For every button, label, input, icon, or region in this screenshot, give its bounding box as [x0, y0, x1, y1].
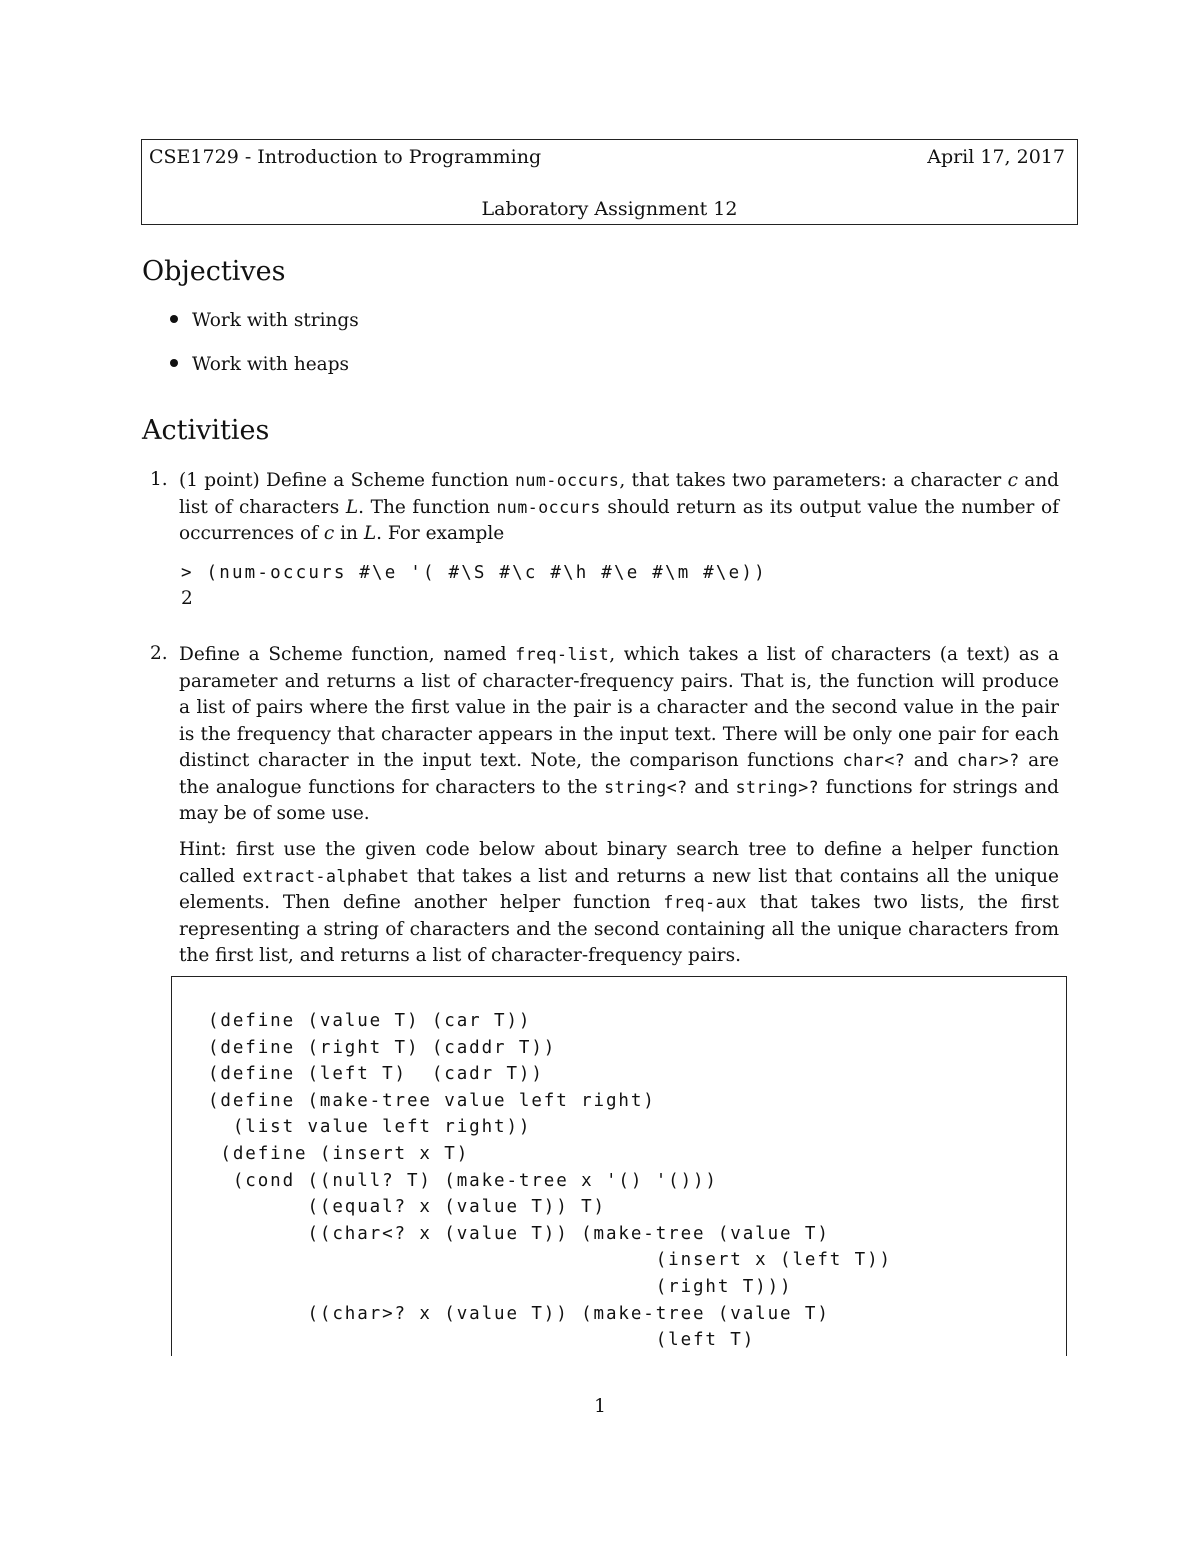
objectives-heading: Objectives	[142, 256, 286, 287]
bullet-icon	[170, 359, 178, 367]
assignment-date: April 17, 2017	[927, 146, 1065, 168]
code-line: (define (right T) (caddr T))	[208, 1038, 557, 1058]
example-code: > (num-occurs #\e '( #\S #\c #\h #\e #\m #\e))	[181, 563, 767, 583]
activity-number: 1.	[150, 469, 168, 490]
example-result: 2	[181, 588, 193, 609]
code-line: (list value left right))	[208, 1117, 532, 1137]
activity-number: 2.	[150, 643, 168, 664]
code-line: (left T)	[208, 1330, 756, 1350]
code-line: ((char<? x (value T)) (make-tree (value T)	[208, 1224, 830, 1244]
code-line: (cond ((null? T) (make-tree x '() '()))	[208, 1171, 718, 1191]
code-line: ((char>? x (value T)) (make-tree (value T)	[208, 1304, 830, 1324]
objective-item: Work with heaps	[170, 354, 349, 375]
assignment-title: Laboratory Assignment 12	[481, 198, 738, 220]
code-line: (right T)))	[208, 1277, 793, 1297]
bullet-icon	[170, 315, 178, 323]
code-line: (define (insert x T)	[208, 1144, 470, 1164]
activities-heading: Activities	[142, 415, 270, 446]
code-line: (define (value T) (car T))	[208, 1011, 532, 1031]
header-box	[141, 139, 1078, 225]
page-number: 1	[594, 1396, 606, 1417]
code-line: (define (left T) (cadr T))	[208, 1064, 544, 1084]
activity-2-text: Define a Scheme function, named freq-list, which takes a list of characters (a text) as a parameter and returns a list of character-frequency pairs. That is, the function will produce a list of pairs where the first value in the pair is a character and the second value in the pair is the frequency that character appears in the input text. There will be only one pair for each distinct character in the input text. Note, the comparison functions char<? and char>? are the analogue functions for characters to the string<? and string>? functions for strings and may be of some use.	[179, 644, 1060, 824]
objective-item: Work with strings	[170, 310, 359, 331]
course-title: CSE1729 - Introduction to Programming	[149, 146, 542, 168]
code-line: (insert x (left T))	[208, 1250, 892, 1270]
code-line: ((equal? x (value T)) T)	[208, 1197, 606, 1217]
code-listing-box	[171, 976, 1067, 1356]
activity-1-text: (1 point) Define a Scheme function num-occurs, that takes two parameters: a character c and list of characters L. The function num-occurs should return as its output value the number of occurrences of c in L. For example	[179, 470, 1060, 544]
code-line: (define (make-tree value left right)	[208, 1091, 656, 1111]
activity-2-hint: Hint: first use the given code below about binary search tree to define a helper function called extract-alphabet that takes a list and returns a new list that contains all the unique elements. Then define another helper function freq-aux that takes two lists, the first representing a string of characters and the second containing all the unique characters from the first list, and returns a list of character-frequency pairs.	[179, 839, 1059, 966]
